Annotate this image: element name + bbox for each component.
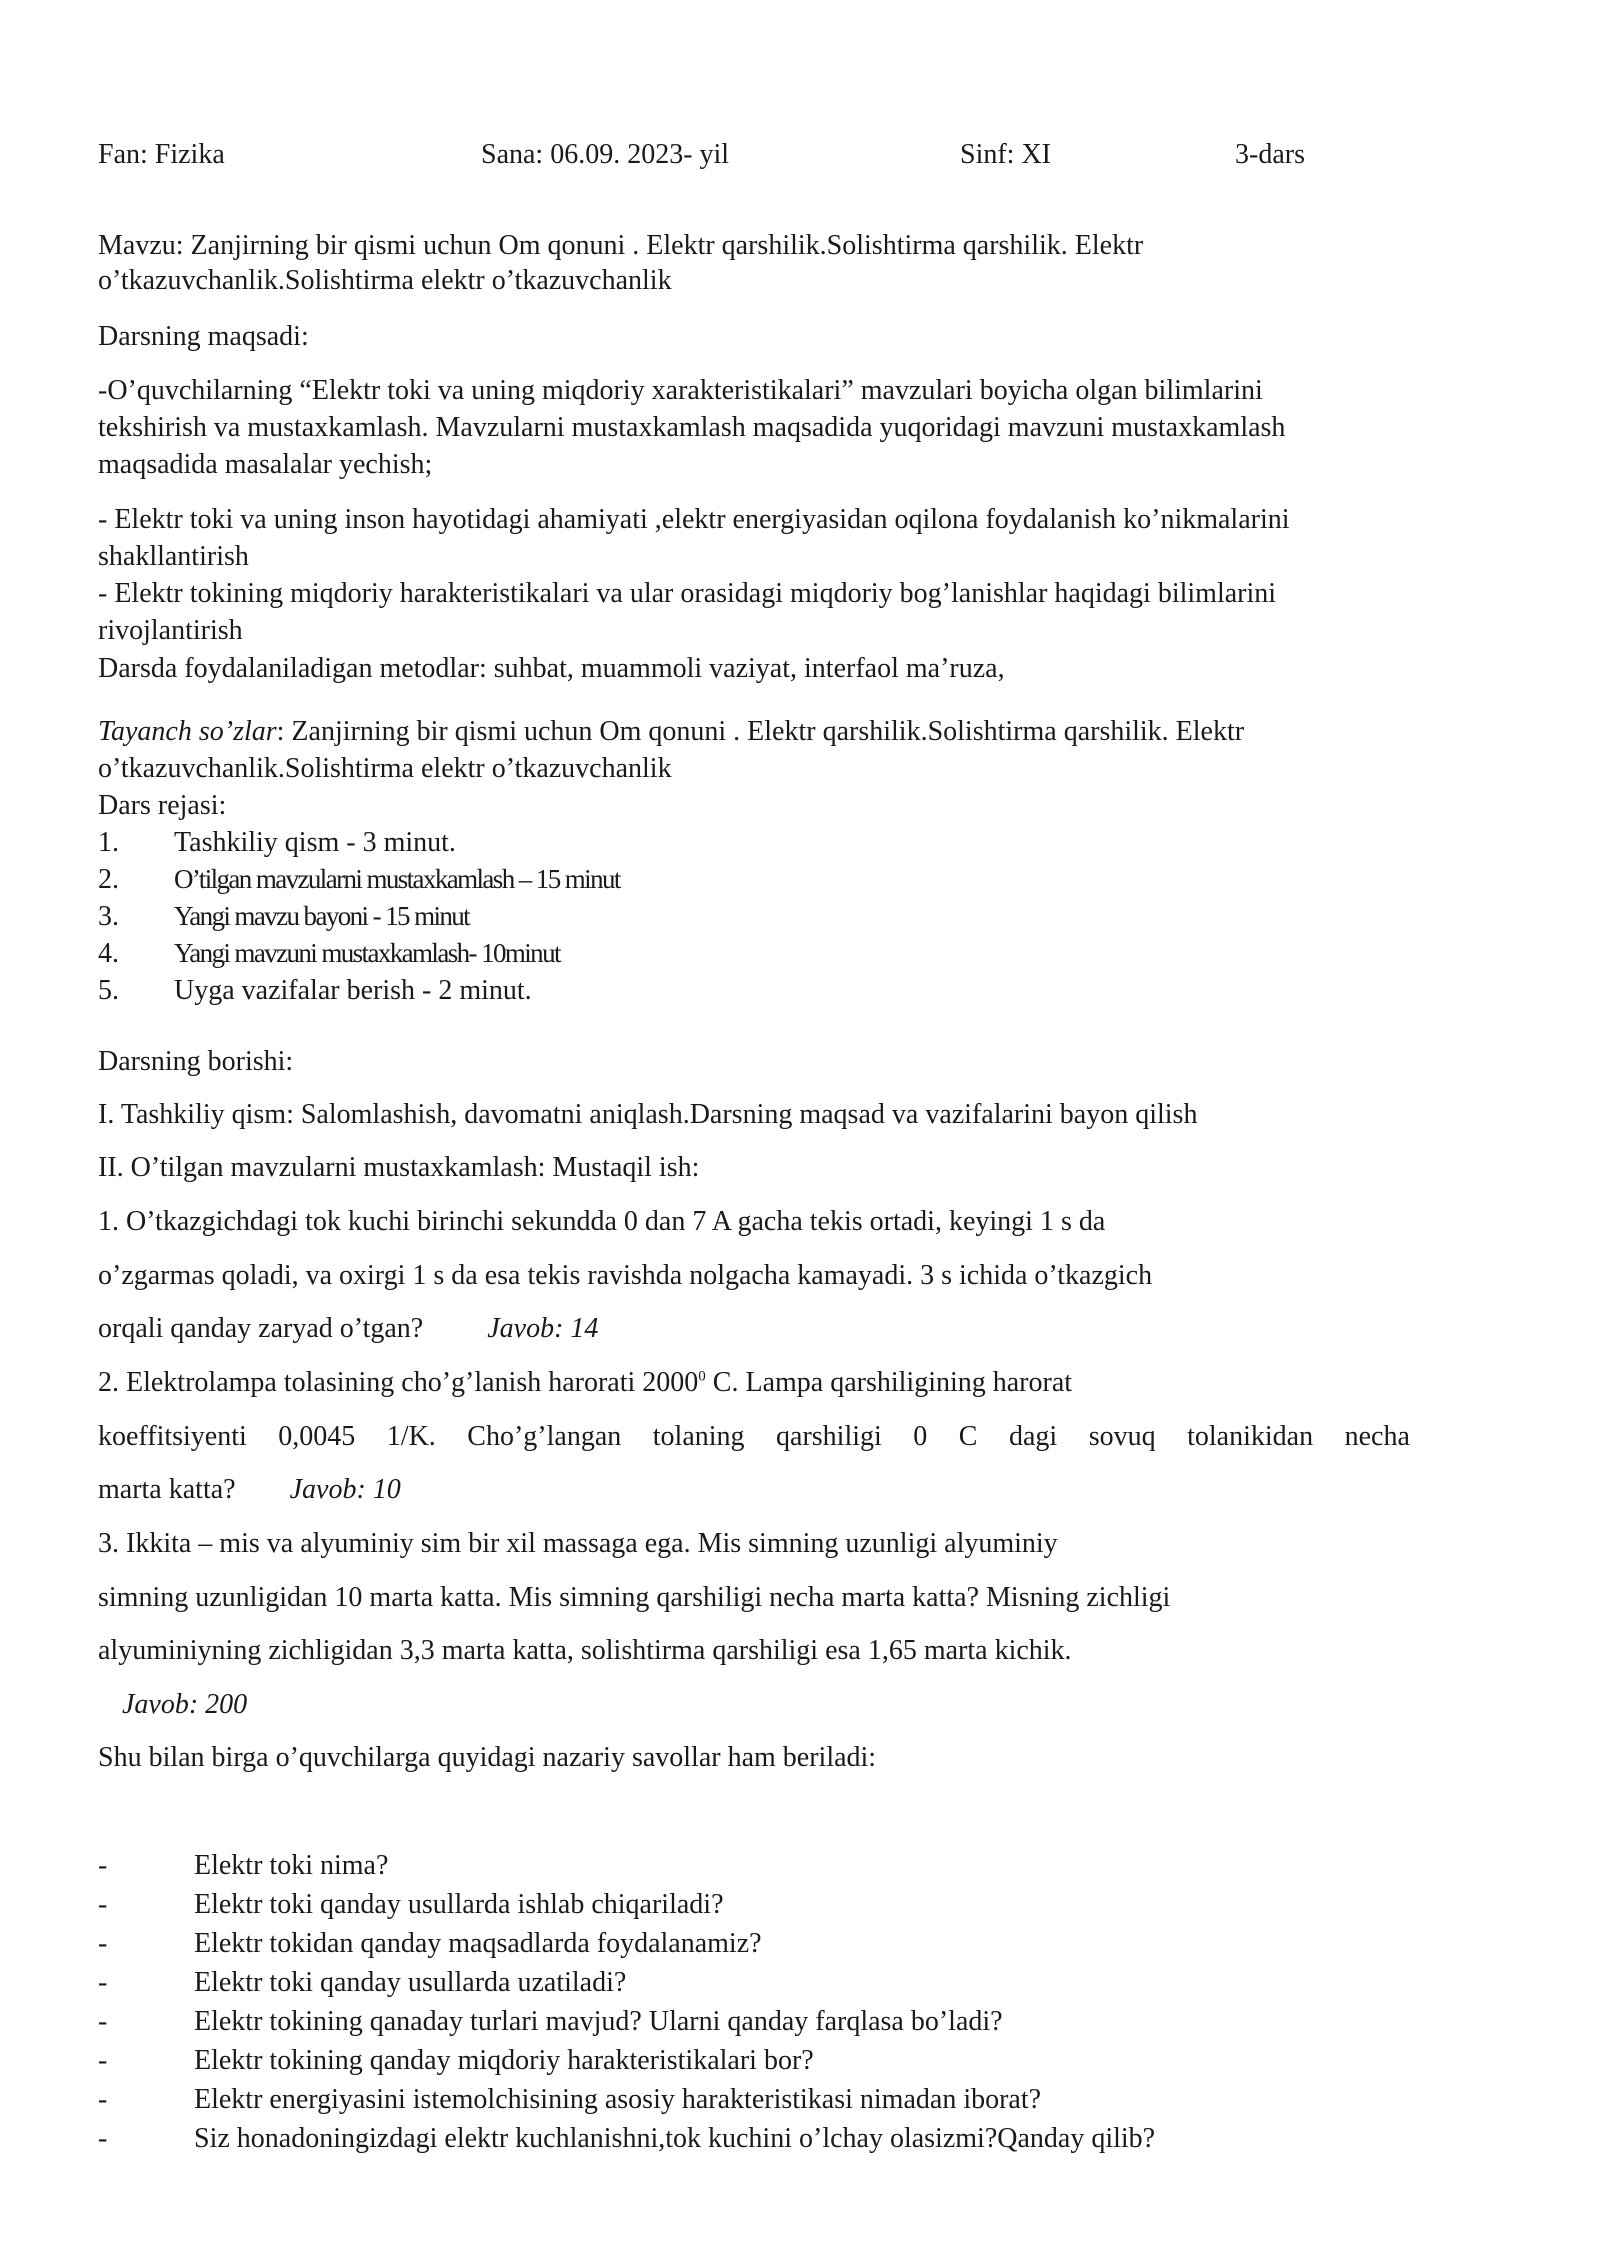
bullet-dash: - bbox=[98, 1928, 108, 1959]
lesson-number: 3-dars bbox=[1235, 139, 1305, 170]
task-1-question-end: orqali qanday zaryad o’tgan? bbox=[98, 1313, 424, 1344]
plan-item-number: 2. bbox=[98, 864, 119, 895]
questions-intro: Shu bilan birga o’quvchilarga quyidagi nazariy savollar ham beriladi: bbox=[98, 1742, 877, 1773]
task-1-line-3 bbox=[98, 1312, 598, 1346]
task-3-answer: Javob: 200 bbox=[122, 1689, 248, 1720]
plan-heading: Dars rejasi: bbox=[98, 790, 227, 821]
task-1-line-2: o’zgarmas qoladi, va oxirgi 1 s da esa tekis ravishda nolgacha kamayadi. 3 s ichida o’tkazgich bbox=[98, 1260, 1153, 1291]
header-row bbox=[98, 138, 1518, 174]
topic-line-2: o’tkazuvchanlik.Solishtirma elektr o’tkazuvchanlik bbox=[98, 265, 672, 296]
plan-item-text: O’tilgan mavzularni mustaxkamlash – 15 minut bbox=[174, 864, 620, 894]
keywords-line-1 bbox=[98, 715, 1244, 749]
task-3-line-1: 3. Ikkita – mis va alyuminiy sim bir xil massaga ega. Mis simning uzunligi alyuminiy bbox=[98, 1528, 1058, 1559]
plan-item bbox=[98, 826, 998, 862]
plan-item bbox=[98, 863, 998, 899]
plan-item-text: Yangi mavzuni mustaxkamlash- 10minut bbox=[174, 938, 560, 968]
question-item bbox=[98, 2122, 1498, 2158]
task-2-question-end: marta katta? bbox=[98, 1474, 236, 1505]
subject-label: Fan: Fizika bbox=[98, 139, 225, 170]
task-2-word: dagi bbox=[1008, 1421, 1058, 1452]
task-2-word: sovuq bbox=[1088, 1421, 1156, 1452]
plan-item bbox=[98, 974, 998, 1010]
question-text: Elektr toki nima? bbox=[194, 1850, 389, 1881]
degree-superscript: 0 bbox=[698, 1368, 706, 1385]
goal-paragraph-3-line-2: rivojlantirish bbox=[98, 615, 243, 646]
question-item bbox=[98, 1849, 1498, 1885]
task-2-line-2 bbox=[98, 1420, 1410, 1454]
question-text: Elektr toki qanday usullarda uzatiladi? bbox=[194, 1967, 627, 1998]
bullet-dash: - bbox=[98, 2123, 108, 2154]
task-2-text-a: 2. Elektrolampa tolasining cho’g’lanish harorati 2000 bbox=[98, 1367, 699, 1398]
task-2-word: qarshiligi bbox=[776, 1421, 882, 1452]
plan-item-number: 1. bbox=[98, 827, 119, 858]
keywords-line-2: o’tkazuvchanlik.Solishtirma elektr o’tkazuvchanlik bbox=[98, 753, 672, 784]
task-2-text-b: C. Lampa qarshiligining harorat bbox=[705, 1367, 1073, 1398]
task-1-line-1: 1. O’tkazgichdagi tok kuchi birinchi sekundda 0 dan 7 A gacha tekis ortadi, keyingi 1 s da bbox=[98, 1206, 1106, 1237]
section-2-line: II. O’tilgan mavzularni mustaxkamlash: Mustaqil ish: bbox=[98, 1152, 700, 1183]
section-1-line: I. Tashkiliy qism: Salomlashish, davomatni aniqlash.Darsning maqsad va vazifalarini bayon qilish bbox=[98, 1099, 1198, 1130]
goal-paragraph-3-line-1: - Elektr tokining miqdoriy harakteristikalari va ular orasidagi miqdoriy bog’lanishlar haqidagi bilimlarini bbox=[98, 578, 1277, 609]
question-text: Elektr tokidan qanday maqsadlarda foydalanamiz? bbox=[194, 1928, 762, 1959]
question-item bbox=[98, 2044, 1498, 2080]
goal-heading: Darsning maqsadi: bbox=[98, 321, 309, 352]
plan-item-number: 4. bbox=[98, 938, 119, 969]
keywords-label: Tayanch so’zlar bbox=[98, 716, 277, 747]
question-text: Elektr tokining qanday miqdoriy harakteristikalari bor? bbox=[194, 2045, 814, 2076]
date-label: Sana: 06.09. 2023- yil bbox=[481, 139, 730, 170]
question-text: Elektr toki qanday usullarda ishlab chiqariladi? bbox=[194, 1889, 724, 1920]
task-2-word: koeffitsiyenti bbox=[98, 1421, 247, 1452]
task-2-word: Cho’g’langan bbox=[467, 1421, 622, 1452]
task-2-line-3 bbox=[98, 1473, 401, 1507]
question-item bbox=[98, 1927, 1498, 1963]
plan-item-number: 5. bbox=[98, 975, 119, 1006]
goal-paragraph-1-line-2: tekshirish va mustaxkamlash. Mavzularni mustaxkamlash maqsadida yuqoridagi mavzuni mustaxkamlash bbox=[98, 412, 1286, 443]
progress-heading: Darsning borishi: bbox=[98, 1046, 294, 1077]
question-item bbox=[98, 2005, 1498, 2041]
plan-item-text: Yangi mavzu bayoni - 15 minut bbox=[174, 901, 470, 931]
task-2-word: 1/K. bbox=[386, 1421, 436, 1452]
question-text: Elektr tokining qanaday turlari mavjud? Ularni qanday farqlasa bo’ladi? bbox=[194, 2006, 1003, 2037]
bullet-dash: - bbox=[98, 2006, 108, 2037]
question-text: Siz honadoningizdagi elektr kuchlanishni,tok kuchini o’lchay olasizmi?Qanday qilib? bbox=[194, 2123, 1156, 2154]
question-text: Elektr energiyasini istemolchisining asosiy harakteristikasi nimadan iborat? bbox=[194, 2084, 1042, 2115]
task-2-answer: Javob: 10 bbox=[289, 1474, 401, 1505]
keywords-text: : Zanjirning bir qismi uchun Om qonuni . Elektr qarshilik.Solishtirma qarshilik. Elektr bbox=[276, 716, 1245, 747]
plan-item-text: Uyga vazifalar berish - 2 minut. bbox=[174, 975, 532, 1006]
question-item bbox=[98, 2083, 1498, 2119]
goal-paragraph-2-line-2: shakllantirish bbox=[98, 541, 249, 572]
plan-item bbox=[98, 900, 998, 936]
task-2-word: tolanikidan bbox=[1187, 1421, 1314, 1452]
bullet-dash: - bbox=[98, 2084, 108, 2115]
task-3-line-2: simning uzunligidan 10 marta katta. Mis simning qarshiligi necha marta katta? Misning zichligi bbox=[98, 1582, 1171, 1613]
task-2-word: tolaning bbox=[652, 1421, 745, 1452]
task-2-line-1 bbox=[98, 1366, 1072, 1400]
task-2-word: C bbox=[958, 1421, 978, 1452]
plan-item-number: 3. bbox=[98, 901, 119, 932]
task-2-word: 0,0045 bbox=[278, 1421, 356, 1452]
bullet-dash: - bbox=[98, 2045, 108, 2076]
task-2-word: 0 bbox=[913, 1421, 928, 1452]
bullet-dash: - bbox=[98, 1967, 108, 1998]
bullet-dash: - bbox=[98, 1850, 108, 1881]
task-2-word: necha bbox=[1344, 1421, 1410, 1452]
bullet-dash: - bbox=[98, 1889, 108, 1920]
plan-item bbox=[98, 937, 998, 973]
question-item bbox=[98, 1966, 1498, 2002]
topic-line-1: Mavzu: Zanjirning bir qismi uchun Om qonuni . Elektr qarshilik.Solishtirma qarshilik. Elektr bbox=[98, 230, 1144, 261]
question-item bbox=[98, 1888, 1498, 1924]
goal-paragraph-1-line-3: maqsadida masalalar yechish; bbox=[98, 449, 433, 480]
class-label: Sinf: XI bbox=[960, 139, 1051, 170]
methods-line: Darsda foydalaniladigan metodlar: suhbat, muammoli vaziyat, interfaol ma’ruza, bbox=[98, 653, 1005, 684]
goal-paragraph-1-line-1: -O’quvchilarning “Elektr toki va uning miqdoriy xarakteristikalari” mavzulari boyicha olgan bilimlarini bbox=[98, 375, 1263, 406]
plan-item-text: Tashkiliy qism - 3 minut. bbox=[174, 827, 456, 858]
task-1-answer: Javob: 14 bbox=[487, 1313, 599, 1344]
task-3-line-3: alyuminiyning zichligidan 3,3 marta katta, solishtirma qarshiligi esa 1,65 marta kichik. bbox=[98, 1635, 1072, 1666]
goal-paragraph-2-line-1: - Elektr toki va uning inson hayotidagi ahamiyati ,elektr energiyasidan oqilona foydalanish ko’nikmalarini bbox=[98, 504, 1290, 535]
